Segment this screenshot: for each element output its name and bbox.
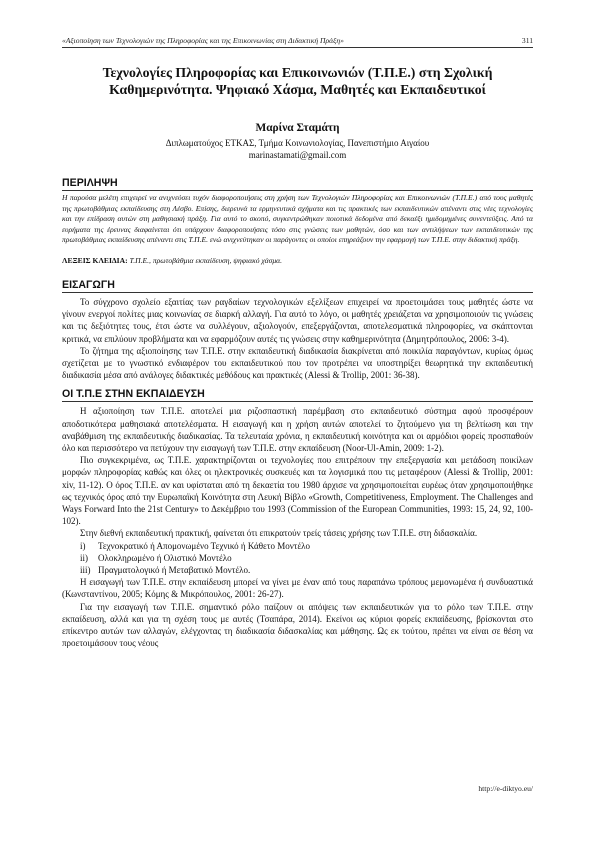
footer-url[interactable]: http://e-diktyo.eu/	[478, 784, 533, 793]
section-paragraph: Πιο συγκεκριμένα, ως Τ.Π.Ε. χαρακτηρίζονται οι τεχνολογίες που επιτρέπουν την επεξεργασία και μετάδοση ποικίλων μορφών πληροφορίας καθώς και όλες οι ηλεκτρονικές συσκευές και τα λογισμικά που τις μεταφέρουν (Alessi & Trollip, 2001: xiv, 11-12). Ο όρος Τ.Π.Ε. αν και υφίσταται από τη δεκαετία του 1980 άρχισε να χρησιμοποιείται ευρέως όταν χρησιμοποιήθηκε ως τεχνικός όρος από την Ευρωπαϊκή Κοινότητα στη Λευκή Βίβλο «Growth, Competitiveness, Employment. The Challenges and Ways Forward Into the 21st Century» το Δεκέμβριο του 1993 (Commission of the European Communities, 1993: 15, 24, 92, 100-102).	[62, 455, 533, 527]
keywords-label: ΛΕΞΕΙΣ ΚΛΕΙΔΙΑ:	[62, 255, 128, 265]
running-title: «Αξιοποίηση των Τεχνολογιών της Πληροφορίας και της Επικοινωνίας στη Διδακτική Πράξη»	[62, 36, 344, 45]
section-paragraph: Στην διεθνή εκπαιδευτική πρακτική, φαίνεται ότι επικρατούν τρείς τάσεις χρήσης των Τ.Π.Ε. στη διδασκαλία.	[80, 528, 478, 539]
introduction-heading: ΕΙΣΑΓΩΓΗ	[62, 279, 533, 293]
author-email: marinastamati@gmail.com	[248, 150, 347, 160]
introduction-section	[62, 279, 533, 381]
section-paragraph: Για την εισαγωγή των Τ.Π.Ε. σημαντικό ρόλο παίζουν οι απόψεις των εκπαιδευτικών για το ρόλο των Τ.Π.Ε. στην εκπαίδευση, αλλά και για τη σχέση τους με αυτές (Τσαπάρα, 2014). Εκείνοι ως κύριοι φορείς εκπαίδευσης, βρίσκονται στο επίκεντρο αυτών των αλλαγών, ελέγχοντας τη διαδικασία διδασκαλίας και μάθησης. Ως εκ τούτου, πρέπει να είναι σε θέση να προετοιμάσουν τους νέους	[62, 601, 533, 649]
abstract-text: Η παρούσα μελέτη επιχειρεί να ανιχνεύσει τυχόν διαφοροποιήσεις στη χρήση των Τεχνολογιών Πληροφορίας και Επικοινωνιών (Τ.Π.Ε.) από τους μαθητές της πρωτοβάθμιας εκπαίδευσης στη Λέσβο. Επίσης, διερευνά τα ερμηνευτικά σχήματα και τις πρακτικές των εκπαιδευτικών απέναντι στις νέες τεχνολογίες και την επίδραση αυτών στη μαθησιακή πράξη. Για αυτό το σκοπό, συγκεντρώθηκαν ποιοτικά δεδομένα από δεκαέξι ημιδομημένες συνεντεύξεις. Από τα ευρήματα της έρευνας διαφαίνεται ότι υπάρχουν διαφοροποιήσεις τόσο στις γνώσεις των μαθητών, όσο και των αντιλήψεων των εκπαιδευτικών της πρωτοβάθμιας εκπαίδευσης απέναντι στις Τ.Π.Ε. ενώ ανιχνεύτηκαν οι παράγοντες οι οποίοι επηρεάζουν την εφαρμογή των Τ.Π.Ε. στην διδακτική πράξη.	[62, 193, 533, 245]
ict-in-education-section	[62, 388, 533, 649]
section-paragraph: Η αξιοποίηση των Τ.Π.Ε. αποτελεί μια ριζοσπαστική παρέμβαση στο εκπαιδευτικό σύστημα αφού προσφέρουν αποδοτικότερα μαθησιακά αποτελέσματα. Η εισαγωγή και η χρήση αυτών αποτελεί το ζητούμενο για τη βελτίωση και την αναβάθμιση της εκπαιδευτικής διαδικασίας. Τα τελευταία χρόνια, η εκπαιδευτική κοινότητα και οι αρμόδιοι φορείς προσπαθούν όλο και περισσότερο να πετύχουν την εισαγωγή των Τ.Π.Ε. στην εκπαίδευση (Noor-Ul-Amin, 2009: 1-2).	[62, 406, 533, 453]
running-header	[62, 36, 533, 48]
model-list	[62, 540, 533, 577]
abstract-heading: ΠΕΡΙΛΗΨΗ	[62, 177, 533, 191]
main-content	[62, 64, 533, 649]
page-number: 311	[521, 36, 533, 45]
introduction-paragraph: Το ζήτημα της αξιοποίησης των Τ.Π.Ε. στην εκπαιδευτική διαδικασία διακρίνεται από ποικιλία παραγόντων, κυρίως όμως σχετίζεται με το γνωστικό ενδιαφέρον του εκπαιδευτικού που τον προτρέπει να υποστηρίξει θεωρητικά την εκπαιδευτική διαδικασία μέσα από ανάλογες διδακτικές μεθόδους και πρακτικές (Alessi & Trollip, 2001: 36-38).	[62, 345, 533, 381]
paper-title: Τεχνολογίες Πληροφορίας και Επικοινωνιών (Τ.Π.Ε.) στη Σχολική Καθημερινότητα. Ψηφιακό Χάσμα, Μαθητές και Εκπαιδευτικοί	[102, 65, 493, 97]
section-paragraph: Η εισαγωγή των Τ.Π.Ε. στην εκπαίδευση μπορεί να γίνει με έναν από τους παραπάνω τρόπους μεμονωμένα ή συνδυαστικά (Κωνσταντίνου, 2005; Κόμης & Μικρόπουλος, 2001: 26-27).	[62, 577, 533, 600]
keywords	[62, 256, 533, 265]
list-item: iii) Πραγματολογικό ή Μεταβατικό Μοντέλο.	[80, 565, 251, 576]
section-heading: ΟΙ Τ.Π.Ε ΣΤΗΝ ΕΚΠΑΙΔΕΥΣΗ	[62, 388, 533, 402]
introduction-paragraph: Το σύγχρονο σχολείο εξαιτίας των ραγδαίων τεχνολογικών εξελίξεων επιχειρεί να προετοιμάσει τους μαθητές ώστε να γίνουν ενεργοί πολίτες μιας κοινωνίας σε διαρκή αλλαγή. Για αυτό το λόγο, οι μαθητές χρειάζεται να χρησιμοποιούν τις γνώσεις και τις δεξιότητες τους, έτσι ώστε να συλλέγουν, αξιολογούν, επεξεργάζονται, αποτελεσματικά πληροφορίες, να σκάπτονται κριτικά, να επιλύουν προβλήματα και να εφαρμόζουν αυτές τις γνώσεις στην καθημερινότητα (Δημητρόπουλος, 2006: 3-4).	[62, 296, 533, 344]
author-affiliation: Διπλωματούχος ΕΤΚΑΣ, Τμήμα Κοινωνιολογίας, Πανεπιστήμιο Αιγαίου	[165, 138, 430, 148]
list-item: ii) Ολοκληρωμένο ή Ολιστικό Μοντέλο	[80, 552, 232, 563]
author-name: Μαρίνα Σταμάτη	[255, 122, 340, 134]
keywords-value: Τ.Π.Ε., πρωτοβάθμια εκπαίδευση, ψηφιακό χάσμα.	[127, 255, 283, 265]
list-item: i) Τεχνοκρατικό ή Απομονωμένο Τεχνικό ή Κάθετο Μοντέλο	[80, 540, 311, 551]
